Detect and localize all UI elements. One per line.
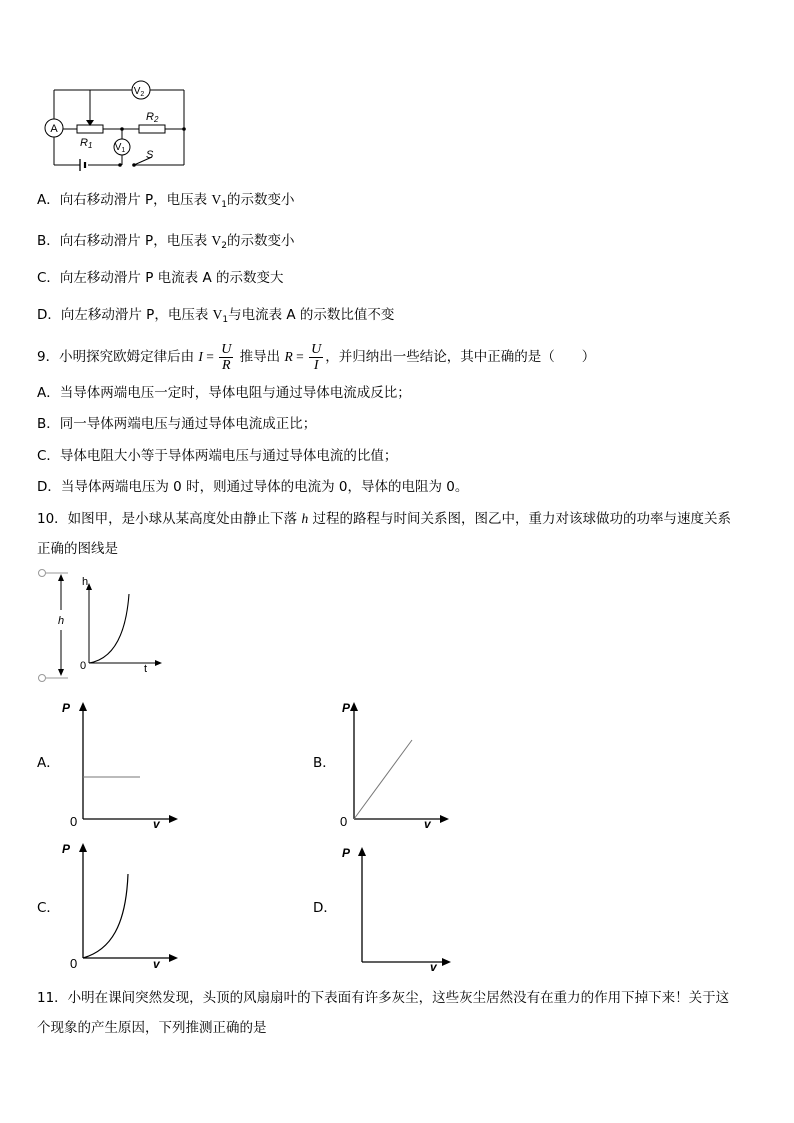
q9-formula2-eq: = — [292, 349, 308, 364]
graph-a — [56, 697, 186, 832]
graph-b-curve — [354, 740, 412, 819]
graph-d-y-label: P — [342, 846, 351, 860]
graph-c-origin: 0 — [70, 956, 78, 971]
jia-y-axis-label: h — [82, 576, 89, 588]
ammeter-label: A — [50, 123, 58, 135]
graph-c-y-label: P — [62, 842, 71, 856]
graph-b-x-label: v — [424, 817, 431, 831]
q9-stem — [37, 338, 595, 376]
q8-b-sub: 2 — [221, 241, 227, 251]
graph-d-x-label: v — [430, 960, 437, 974]
graph-c-x-label: v — [153, 957, 160, 971]
q9-formula2-den: I — [313, 357, 319, 373]
graph-a-y-label: P — [62, 701, 71, 715]
q8-b-meter: V — [211, 233, 222, 248]
q9-option-d: D．当导体两端电压为 0 时，则通过导体的电流为 0，导体的电阻为 0。 — [37, 479, 469, 495]
q8-option-d — [37, 305, 394, 330]
graph-c-option-label: C． — [37, 900, 60, 916]
q8-a-meter: V — [211, 192, 222, 207]
q9-option-b: B．同一导体两端电压与通过导体电流成正比； — [37, 416, 317, 432]
r2-label: R — [146, 111, 154, 123]
q8-option-a — [37, 190, 294, 215]
fig-jia-h-t-graph — [34, 564, 174, 689]
graph-a-origin: 0 — [70, 814, 78, 829]
q10-stem-h: h — [301, 511, 309, 526]
graph-c — [56, 840, 186, 975]
q9-option-a: A．当导体两端电压一定时，导体电阻与通过导体电流成反比； — [37, 385, 411, 401]
graph-b-option-label: B． — [313, 755, 336, 771]
graph-a-x-label: v — [153, 817, 160, 831]
q9-formula1-fraction — [219, 342, 233, 373]
q10-stem-line1 — [37, 509, 731, 529]
r1-label: R — [80, 137, 88, 149]
r2-sub: 2 — [153, 115, 159, 124]
q11-stem-line2: 个现象的产生原因，下列推测正确的是 — [37, 1020, 267, 1036]
q9-formula1-eq: = — [202, 349, 218, 364]
q8-a-text: A．向右移动滑片 P，电压表 — [37, 192, 212, 208]
q8-c-text: C．向左移动滑片 P 电流表 A 的示数变大 — [37, 270, 284, 286]
q9-formula2-fraction — [309, 342, 323, 373]
v1-sub: 1 — [121, 147, 126, 154]
v2-sub: 2 — [140, 91, 145, 98]
q8-d-sub: 1 — [222, 315, 229, 325]
jia-h-mark: h — [58, 615, 65, 627]
v2-label: V — [133, 86, 141, 97]
q10-stem-post: 过程的路程与时间关系图，图乙中，重力对该球做功的功率与速度关系 — [308, 511, 732, 527]
graph-d-option-label: D． — [313, 900, 337, 916]
graph-a-option-label: A． — [37, 755, 60, 771]
q9-stem-mid: 推导出 — [235, 349, 285, 365]
circuit-diagram — [40, 78, 190, 173]
q9-formula2-lhs: R — [284, 349, 293, 364]
q8-a-post: 的示数变小 — [226, 192, 295, 208]
q9-formula1-lhs: I — [198, 349, 203, 364]
q9-stem-pre: 9．小明探究欧姆定律后由 — [37, 349, 199, 365]
r1-sub: 1 — [87, 141, 93, 150]
jia-x-axis-label: t — [144, 663, 148, 675]
jia-origin-label: 0 — [80, 660, 87, 672]
q8-d-text: D．向左移动滑片 P，电压表 — [37, 307, 213, 323]
q9-stem-post: ，并归纳出一些结论，其中正确的是（ ） — [325, 349, 596, 365]
graph-b-y-label: P — [342, 701, 351, 715]
q8-d-meter: V — [212, 307, 223, 322]
svg-text:R1 — [80, 137, 92, 150]
q8-d-post: 与电流表 A 的示数比值不变 — [228, 307, 395, 323]
q9-formula1-num: U — [221, 341, 232, 357]
graph-c-curve — [83, 874, 128, 958]
q8-a-sub: 1 — [221, 200, 227, 210]
q8-b-text: B．向右移动滑片 P，电压表 — [37, 233, 212, 249]
switch-label: S — [146, 149, 154, 161]
v1-label: V — [114, 142, 122, 153]
q10-stem-line2: 正确的图线是 — [37, 541, 118, 557]
svg-text:R2 — [146, 111, 159, 124]
q8-option-b — [37, 231, 294, 256]
q10-stem-pre: 10．如图甲，是小球从某高度处由静止下落 — [37, 511, 302, 527]
q11-stem-line1: 11．小明在课间突然发现，头顶的风扇扇叶的下表面有许多灰尘，这些灰尘居然没有在重力的作用下掉下来！关于这 — [37, 990, 730, 1006]
q8-b-post: 的示数变小 — [226, 233, 295, 249]
q9-formula1-den: R — [222, 357, 231, 373]
graph-d — [335, 842, 465, 977]
graph-b — [327, 697, 457, 832]
q8-option-c — [37, 268, 283, 288]
q9-formula2-num: U — [311, 341, 322, 357]
q9-option-c: C．导体电阻大小等于导体两端电压与通过导体电流的比值； — [37, 448, 398, 464]
graph-b-origin: 0 — [340, 814, 348, 829]
